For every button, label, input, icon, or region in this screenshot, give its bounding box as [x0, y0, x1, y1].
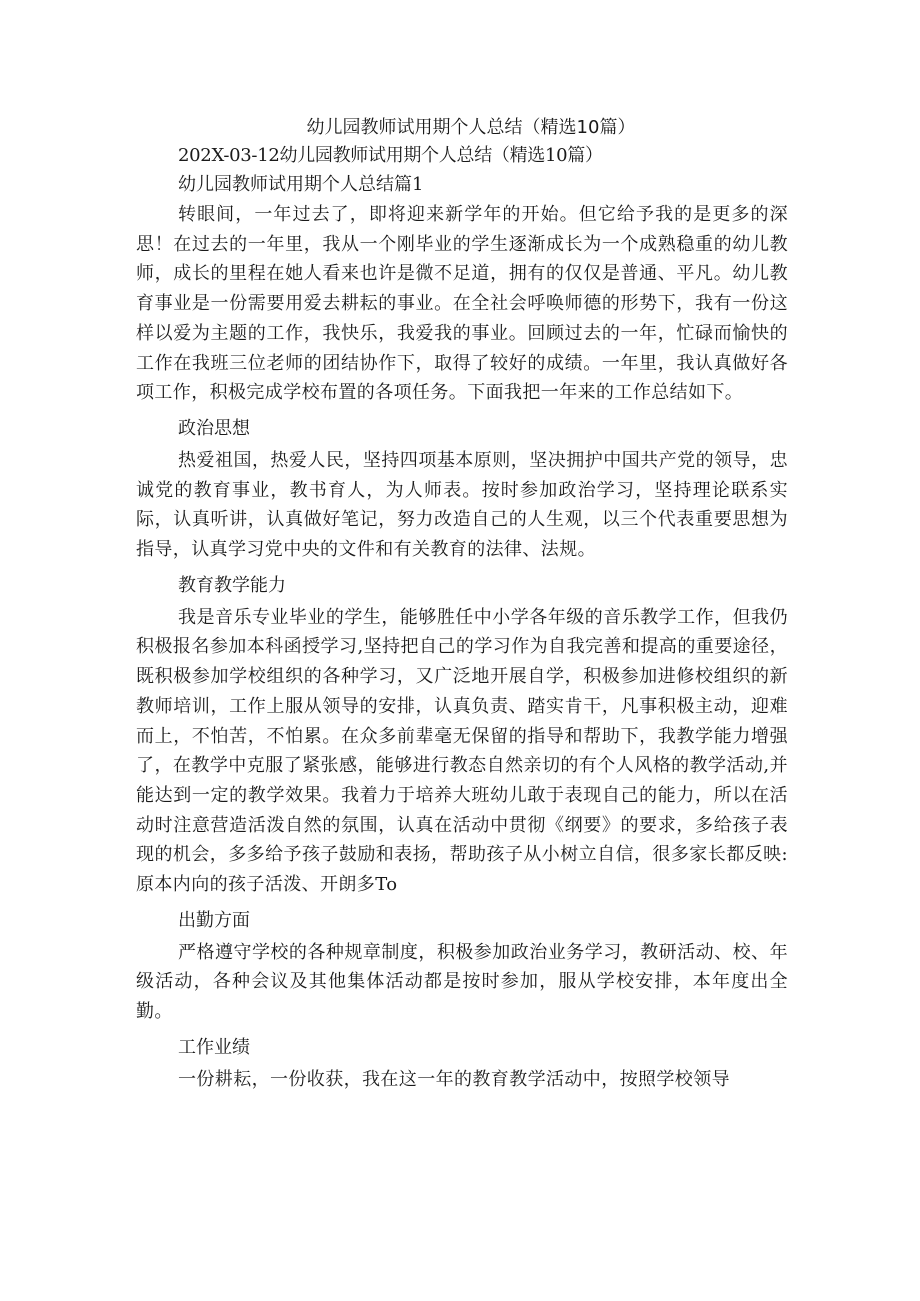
section-intro	[136, 200, 788, 408]
section-teaching	[136, 569, 788, 900]
document-page	[136, 114, 788, 1099]
document-subtitle: 幼儿园教师试用期个人总结篇1	[178, 174, 424, 195]
section-heading: 政治思想	[178, 417, 250, 439]
section-paragraph: 热爱祖国，热爱人民，坚持四项基本原则，坚决拥护中国共产党的领导，忠诚党的教育事业，教书育人，为人师表。按时参加政治学习，坚持理论联系实际，认真听讲，认真做好笔记，努力改造自己的人生观，以三个代表重要思想为指导，认真学习党中央的文件和有关教育的法律、法规。	[136, 449, 788, 561]
section-paragraph: 一份耕耘，一份收获，我在这一年的教育教学活动中，按照学校领导	[178, 1068, 730, 1090]
document-date-line: 202X-03-12幼儿园教师试用期个人总结（精选10篇）	[178, 145, 603, 166]
section-paragraph: 我是音乐专业毕业的学生，能够胜任中小学各年级的音乐教学工作，但我仍积极报名参加本科函授学习,坚持把自己的学习作为自我完善和提高的重要途径，既积极参加学校组织的各种学习，又广泛地开展自学，积极参加进修校组织的新教师培训，工作上服从领导的安排，认真负责、踏实肯干，凡事积极主动，迎难而上，不怕苦，不怕累。在众多前辈毫无保留的指导和帮助下，我教学能力增强了，在教学中克服了紧张感，能够进行教态自然亲切的有个人风格的教学活动,并能达到一定的教学效果。我着力于培养大班幼儿敢于表现自己的能力，所以在活动时注意营造活泼自然的氛围，认真在活动中贯彻《纲要》的要求，多给孩子表现的机会，多多给予孩子鼓励和表扬，帮助孩子从小树立自信，很多家长都反映:原本内向的孩子活泼、开朗多To	[136, 606, 788, 896]
section-achievements	[136, 1031, 788, 1095]
section-heading: 教育教学能力	[178, 574, 286, 596]
section-heading: 出勤方面	[178, 909, 250, 931]
section-attendance	[136, 904, 788, 1027]
section-politics	[136, 412, 788, 565]
section-paragraph: 转眼间，一年过去了，即将迎来新学年的开始。但它给予我的是更多的深思！在过去的一年里，我从一个刚毕业的学生逐渐成长为一个成熟稳重的幼儿教师，成长的里程在她人看来也许是微不足道，拥有的仅仅是普通、平凡。幼儿教育事业是一份需要用爱去耕耘的事业。在全社会呼唤师德的形势下，我有一份这样以爱为主题的工作，我快乐，我爱我的事业。回顾过去的一年，忙碌而愉快的工作在我班三位老师的团结协作下，取得了较好的成绩。一年里，我认真做好各项工作，积极完成学校布置的各项任务。下面我把一年来的工作总结如下。	[136, 204, 788, 404]
section-heading: 工作业绩	[178, 1036, 250, 1058]
section-paragraph: 严格遵守学校的各种规章制度，积极参加政治业务学习，教研活动、校、年级活动，各种会议及其他集体活动都是按时参加，服从学校安排，本年度出全勤。	[136, 941, 788, 1023]
document-title: 幼儿园教师试用期个人总结（精选10篇）	[306, 117, 636, 138]
